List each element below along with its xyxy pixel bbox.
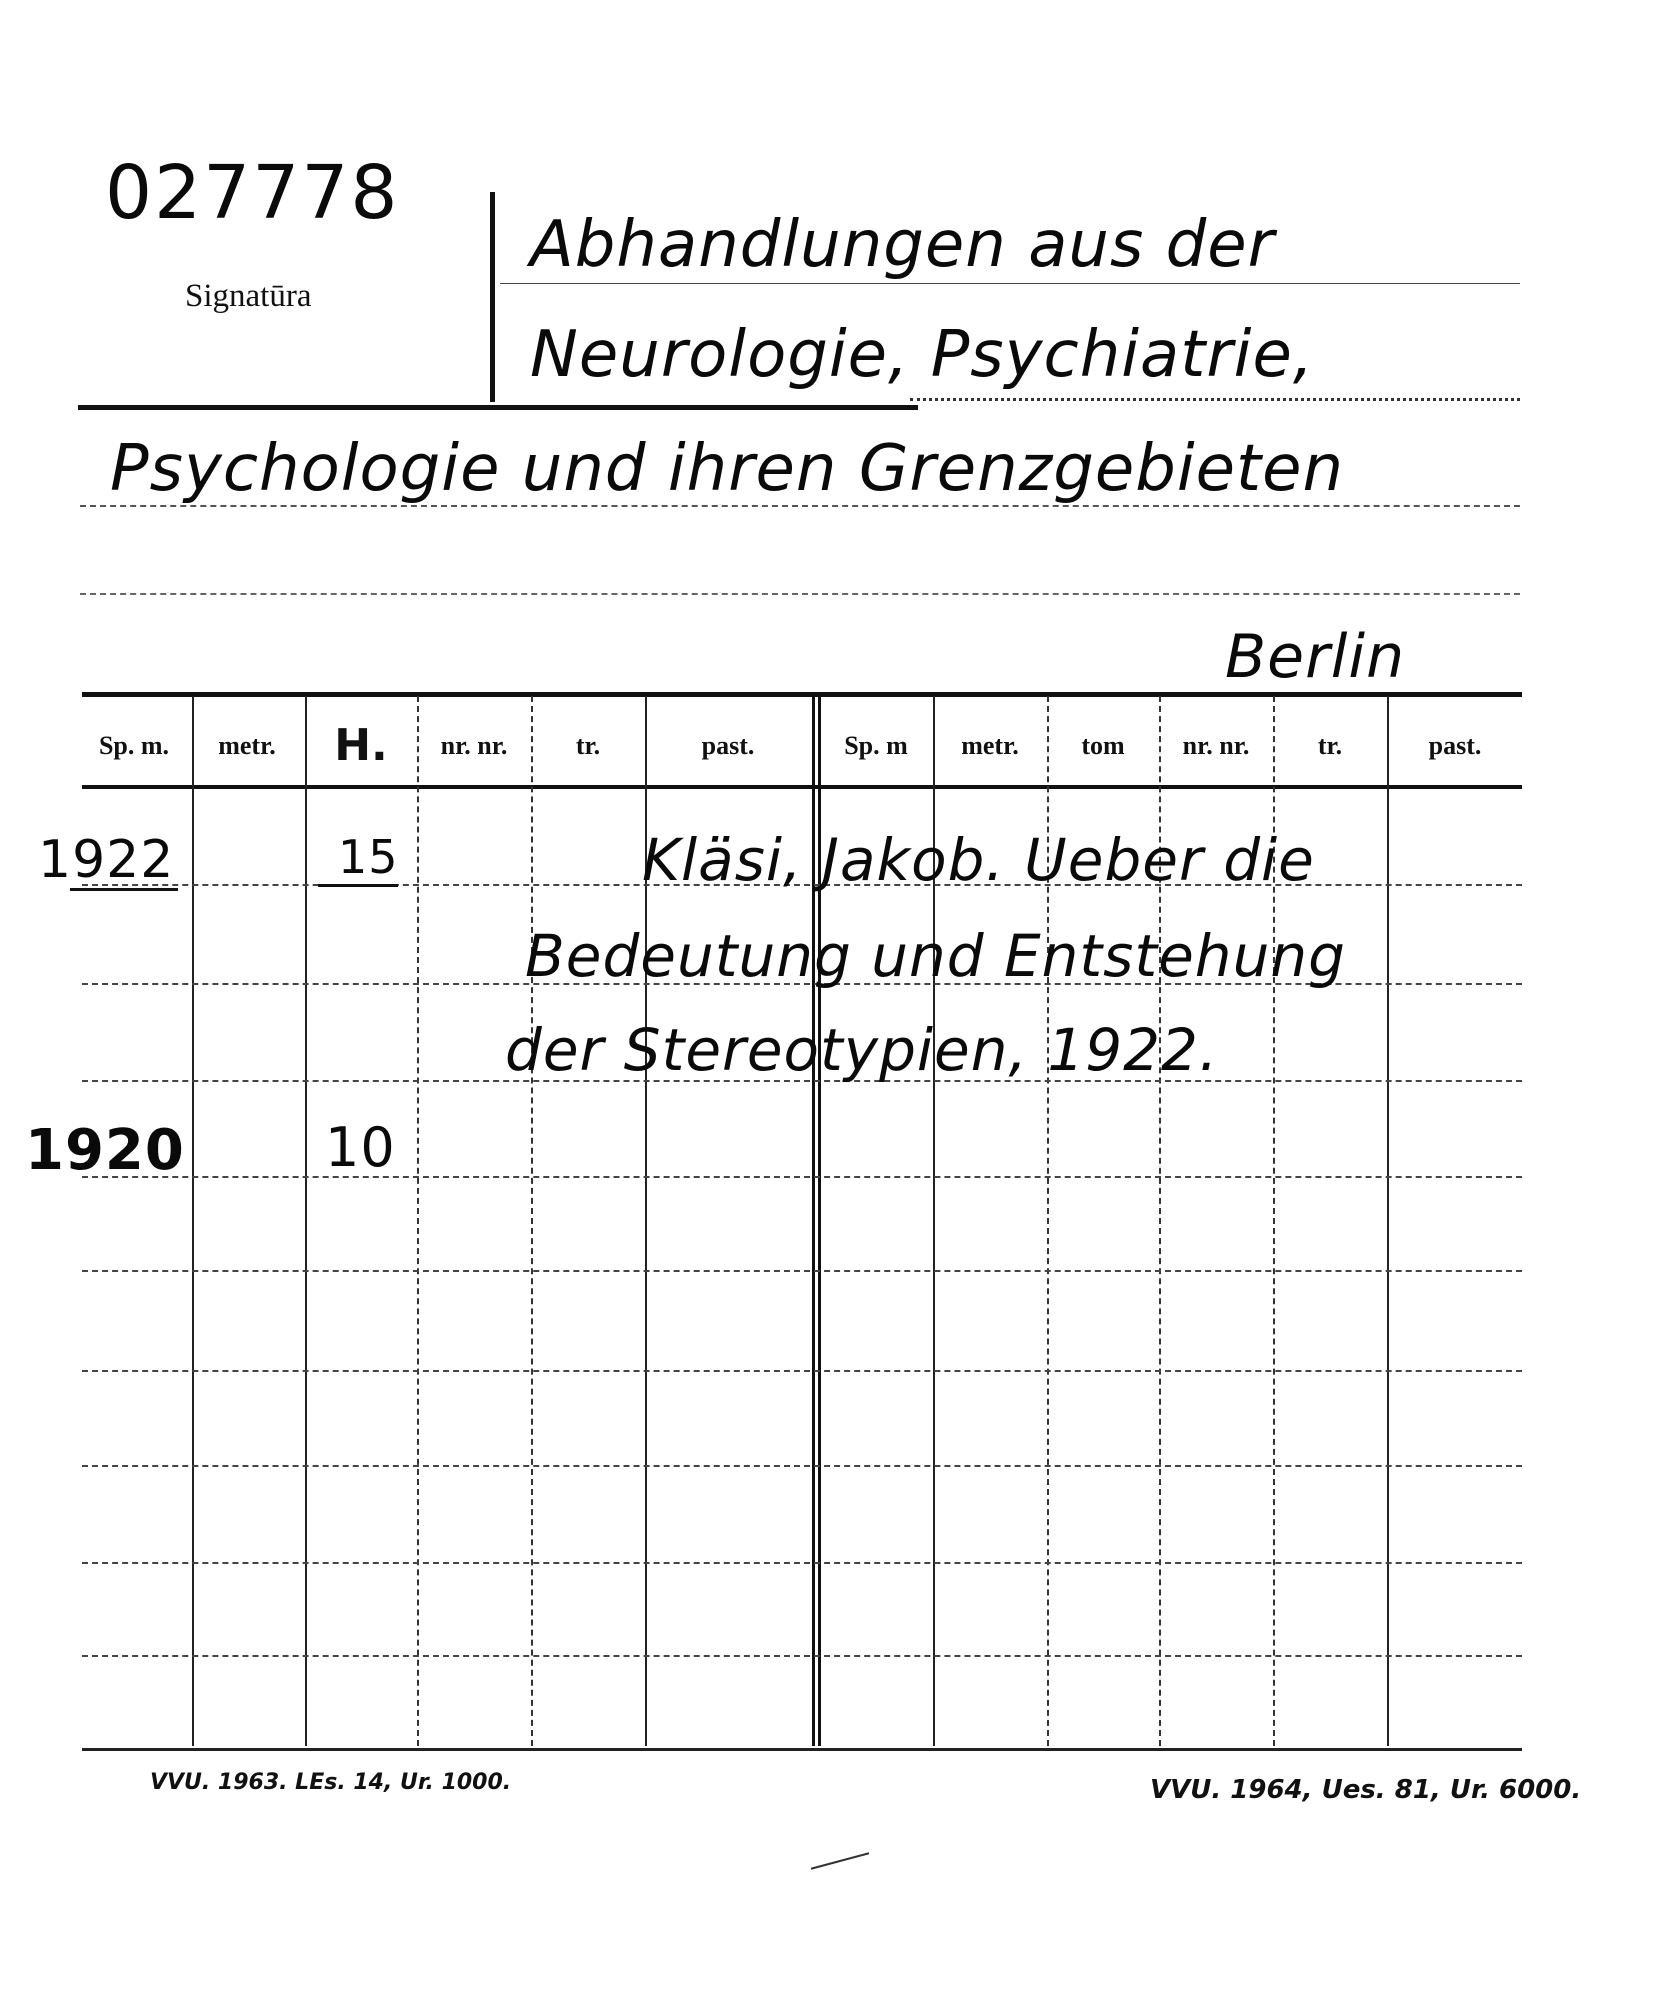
title-line-2: Neurologie, Psychiatrie, xyxy=(530,318,1315,392)
col-line-1 xyxy=(192,696,194,1746)
header-left-past: past. xyxy=(701,731,755,760)
col-line-10 xyxy=(1387,696,1389,1746)
col-line-2 xyxy=(305,696,307,1746)
place-berlin: Berlin xyxy=(1225,622,1406,692)
header-left-nr-nr: nr. nr. xyxy=(440,731,508,760)
row-line-8 xyxy=(82,1562,1522,1564)
note-line-3: der Stereotypien, 1922. xyxy=(505,1016,1219,1084)
title-rule-3 xyxy=(80,505,1520,507)
row-2-year: 1920 xyxy=(25,1118,185,1183)
signature-label: Signatūra xyxy=(185,278,312,314)
table-bottom-rule xyxy=(82,1748,1522,1751)
paper-scratch xyxy=(811,1852,869,1869)
col-line-4 xyxy=(531,696,533,1746)
header-right-tom: tom xyxy=(1081,731,1125,760)
header-left-sp-m: Sp. m. xyxy=(98,731,170,760)
title-rule-2-dotted xyxy=(910,398,1520,401)
row-1-year-underline xyxy=(70,888,178,891)
row-line-6 xyxy=(82,1370,1522,1372)
header-right-metr: metr. xyxy=(961,731,1019,760)
footer-right-stamp: VVU. 1964, Ues. 81, Ur. 6000. xyxy=(1150,1775,1582,1805)
footer-left-stamp: VVU. 1963. LEs. 14, Ur. 1000. xyxy=(150,1770,512,1795)
row-1-year: 1922 xyxy=(38,830,175,890)
row-2-volume: 10 xyxy=(325,1116,396,1179)
signature-number: 027778 xyxy=(105,150,400,236)
header-right-past: past. xyxy=(1428,731,1482,760)
header-left-h: H. xyxy=(334,720,388,771)
table-header-rule xyxy=(82,785,1522,789)
header-right-nr-nr: nr. nr. xyxy=(1182,731,1250,760)
title-line-3: Psychologie und ihren Grenzgebieten xyxy=(110,432,1345,506)
title-rule-1 xyxy=(500,283,1520,284)
col-line-3 xyxy=(417,696,419,1746)
row-1-volume-underline xyxy=(318,884,398,887)
header-right-tr: tr. xyxy=(1317,731,1343,760)
header-right-sp-m: Sp. m xyxy=(844,731,908,760)
header-left-tr: tr. xyxy=(575,731,601,760)
header-left-metr: metr. xyxy=(218,731,276,760)
row-1-volume: 15 xyxy=(338,830,399,884)
table-top-rule xyxy=(82,692,1522,697)
row-line-5 xyxy=(82,1270,1522,1272)
title-line-1: Abhandlungen aus der xyxy=(530,208,1275,282)
row-line-7 xyxy=(82,1465,1522,1467)
signature-divider xyxy=(490,192,495,402)
heavy-rule xyxy=(78,405,918,410)
row-line-9 xyxy=(82,1655,1522,1657)
note-line-2: Bedeutung und Entstehung xyxy=(525,922,1346,990)
title-rule-4 xyxy=(80,593,1520,595)
row-line-4 xyxy=(82,1176,1522,1178)
note-line-1: Kläsi, Jakob. Ueber die xyxy=(642,826,1315,894)
